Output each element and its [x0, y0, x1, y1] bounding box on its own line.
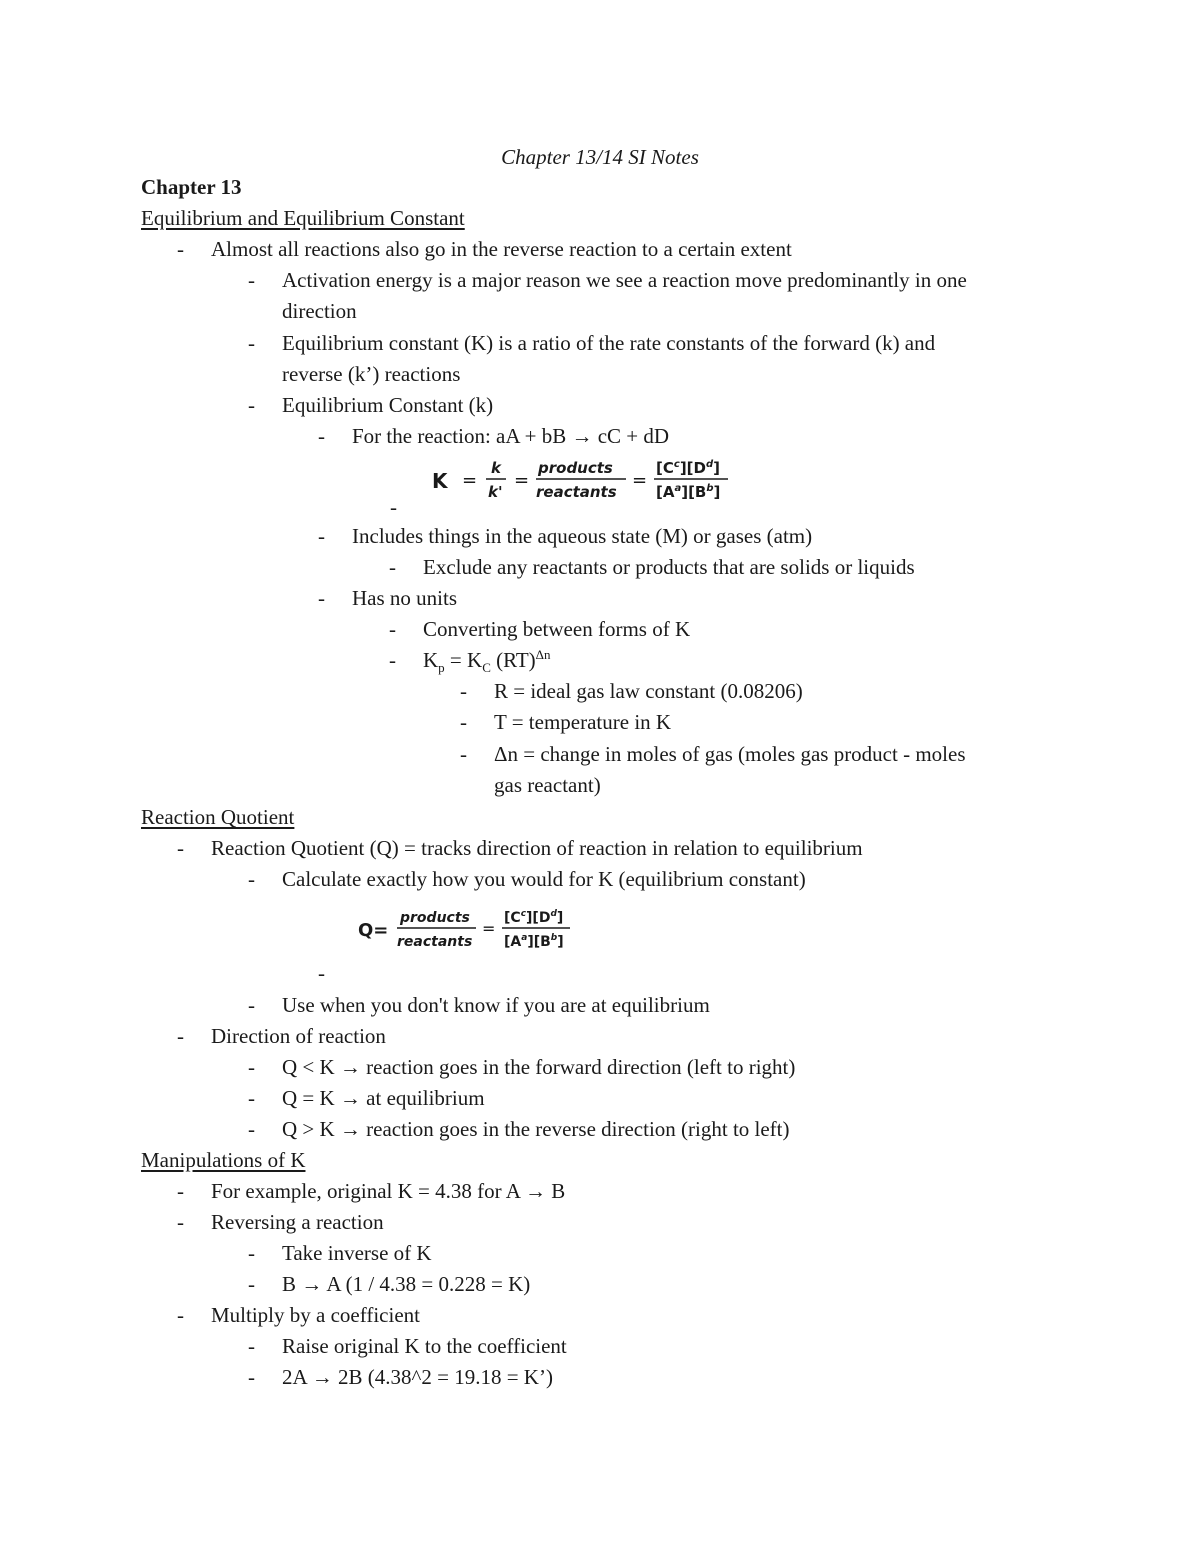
list-item: For the reaction: aA + bB → cC + dD — [352, 424, 670, 448]
list-item: Multiply by a coefficient — [211, 1303, 420, 1327]
section-heading-reaction-quotient: Reaction Quotient — [141, 805, 295, 829]
bullet-dash: - — [177, 1179, 184, 1203]
list-item: Reversing a reaction — [211, 1210, 384, 1234]
list-item: Equilibrium constant (K) is a ratio of the rate constants of the forward (k) and — [282, 331, 936, 355]
list-item: R = ideal gas law constant (0.08206) — [494, 679, 803, 703]
formula-eq-2: = — [514, 470, 530, 491]
list-item-continuation: gas reactant) — [494, 773, 601, 797]
list-item: Q = K → at equilibrium — [282, 1086, 485, 1110]
kp-kc-relation: $K_p = K_C$ (RT)$^{\Delta n}$ — [423, 647, 551, 676]
svg-text:[Aa][Bb]: $[A^a][B^b]$ — [504, 933, 564, 950]
list-item-continuation: direction — [282, 299, 357, 323]
bullet-dash: - — [318, 961, 325, 985]
list-item: Direction of reaction — [211, 1024, 386, 1048]
formula-eq-1: = — [462, 470, 478, 491]
bullet-dash: - — [248, 867, 255, 891]
svg-text:[Aa][Bb]: $[A^a][B^b]$ — [656, 483, 721, 501]
list-item: Converting between forms of K — [423, 617, 691, 641]
formula-reactants: reactants — [536, 483, 617, 501]
formula-q-lhs: Q= — [358, 920, 389, 941]
bullet-dash: - — [460, 710, 467, 734]
bullet-dash: - — [248, 993, 255, 1017]
list-item: Q > K → reaction goes in the reverse direction (right to left) — [282, 1117, 790, 1141]
bullet-dash: - — [248, 268, 255, 292]
list-item: 2A → 2B (4.38^2 = 19.18 = K’) — [282, 1365, 553, 1389]
list-item: Use when you don't know if you are at equilibrium — [282, 993, 710, 1017]
list-item: Exclude any reactants or products that are solids or liquids — [423, 555, 915, 579]
list-item: Take inverse of K — [282, 1241, 432, 1265]
list-item: T = temperature in K — [494, 710, 672, 734]
bullet-dash: - — [390, 495, 397, 519]
formula-k-num: k — [491, 459, 501, 477]
formula-q-reactants: reactants — [397, 934, 473, 950]
bullet-dash: - — [177, 1303, 184, 1327]
formula-k-lhs: K — [432, 469, 448, 493]
list-item-continuation: reverse (k’) reactions — [282, 362, 461, 386]
list-item: Includes things in the aqueous state (M) or gases (atm) — [352, 524, 813, 548]
svg-text:[Cc][Dd]: $[C^c][D^d]$ — [504, 909, 564, 926]
bullet-dash: - — [248, 1365, 255, 1389]
bullet-dash: - — [177, 836, 184, 860]
bullet-dash: - — [389, 617, 396, 641]
list-item: Equilibrium Constant (k) — [282, 393, 494, 417]
svg-text:[Cc][Dd]: $[C^c][D^d]$ — [656, 459, 721, 477]
bullet-dash: - — [460, 742, 467, 766]
bullet-dash: - — [248, 1241, 255, 1265]
equilibrium-constant-formula — [430, 455, 740, 510]
bullet-dash: - — [389, 648, 396, 672]
bullet-dash: - — [318, 424, 325, 448]
list-item: Reaction Quotient (Q) = tracks direction of reaction in relation to equilibrium — [211, 836, 863, 860]
bullet-dash: - — [248, 393, 255, 417]
bullet-dash: - — [177, 237, 184, 261]
bullet-dash: - — [248, 331, 255, 355]
list-item: Δn = change in moles of gas (moles gas product - moles — [494, 742, 966, 766]
section-heading-manipulations: Manipulations of K — [141, 1148, 306, 1172]
list-item: Calculate exactly how you would for K (equilibrium constant) — [282, 867, 806, 891]
formula-q-products: products — [400, 910, 470, 926]
list-item: Activation energy is a major reason we see a reaction move predominantly in one — [282, 268, 967, 292]
formula-eq-3: = — [632, 470, 648, 491]
bullet-dash: - — [248, 1117, 255, 1141]
bullet-dash: - — [460, 679, 467, 703]
bullet-dash: - — [389, 555, 396, 579]
chapter-heading: Chapter 13 — [141, 175, 242, 199]
formula-k-den: k' — [488, 483, 503, 501]
list-item: Has no units — [352, 586, 457, 610]
bullet-dash: - — [318, 524, 325, 548]
section-heading-equilibrium: Equilibrium and Equilibrium Constant — [141, 206, 465, 230]
list-item: For example, original K = 4.38 for A → B — [211, 1179, 566, 1203]
list-item: Q < K → reaction goes in the forward direction (left to right) — [282, 1055, 796, 1079]
bullet-dash: - — [248, 1086, 255, 1110]
reaction-quotient-formula — [356, 904, 576, 961]
list-item: B → A (1 / 4.38 = 0.228 = K) — [282, 1272, 531, 1296]
bullet-dash: - — [177, 1024, 184, 1048]
page-title: Chapter 13/14 SI Notes — [501, 145, 699, 169]
bullet-dash: - — [248, 1272, 255, 1296]
formula-products: products — [538, 459, 613, 477]
bullet-dash: - — [248, 1055, 255, 1079]
list-item: Almost all reactions also go in the reverse reaction to a certain extent — [211, 237, 792, 261]
bullet-dash: - — [318, 586, 325, 610]
bullet-dash: - — [248, 1334, 255, 1358]
formula-q-eq: = — [482, 919, 496, 938]
list-item: Raise original K to the coefficient — [282, 1334, 567, 1358]
bullet-dash: - — [177, 1210, 184, 1234]
